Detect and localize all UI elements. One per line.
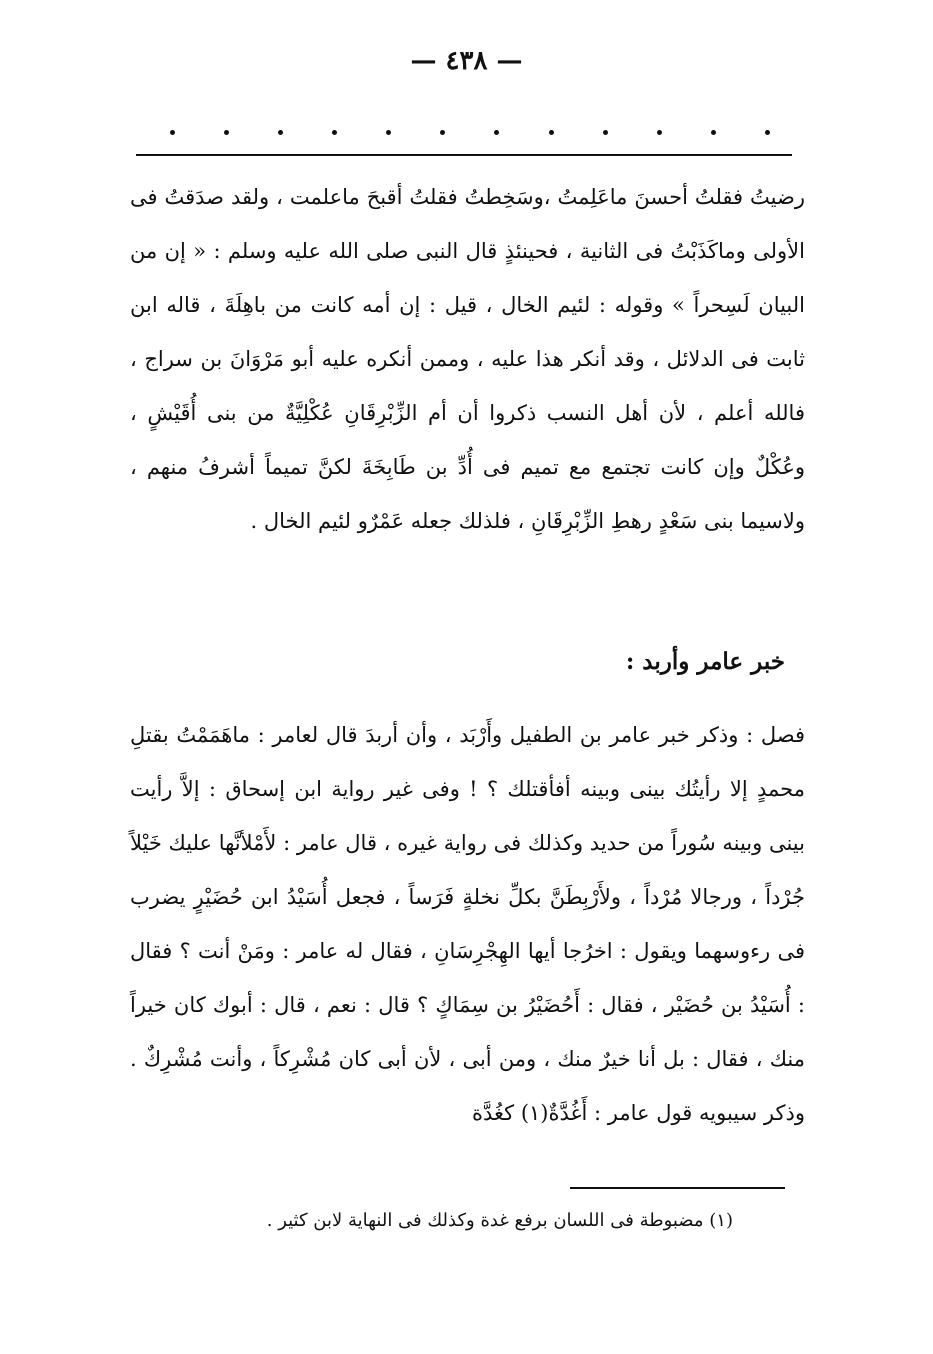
ornament-dot (440, 130, 445, 135)
section-heading: خبر عامر وأربد : (625, 648, 785, 675)
ornament-dot (657, 130, 662, 135)
ornament-dot (224, 130, 229, 135)
ornament-dot (765, 130, 770, 135)
body-paragraph-1: رضيتُ فقلتُ أحسنَ ماعَلِمتُ ،وسَخِطتُ فقلتُ أقبحَ ماعلمت ، ولقد صدَقتُ فى الأولى وماكَذَبْتُ فى الثانية ، فحينئذٍ قال النبى صلى الله عليه وسلم : « إن من البيان لَسِحراً » وقوله : لئيم الخال ، قيل : إن أمه كانت من باهِلَةَ ، قاله ابن ثابت فى الدلائل ، وقد أنكر هذا عليه ، وممن أنكره عليه أبو مَرْوَانَ بن سراج ، فالله أعلم ، لأن أهل النسب ذكروا أن أم الزِّبْرِقَانِ عُكْلِيَّةٌ من بنى أُقَيْشٍ ، وعُكْلٌ وإن كانت تجتمع مع تميم فى أُدِّ بن طَابِخَةَ لكنَّ تميماً أشرفُ منهم ، ولاسيما بنى سَعْدٍ رهطِ الزِّبْرِقَانِ ، فلذلك جعله عَمْرٌو لئيم الخال . (130, 185, 805, 533)
footnote-rule (570, 1187, 785, 1189)
ornament-dot (549, 130, 554, 135)
ornament-dot (170, 130, 175, 135)
ornament-dot (386, 130, 391, 135)
ornament-dot (494, 130, 499, 135)
ornament-dot (711, 130, 716, 135)
header-rule (136, 154, 792, 156)
ornament-dot (603, 130, 608, 135)
ornamental-dot-row (170, 122, 770, 142)
page-number: — ٤٣٨ — (410, 46, 523, 76)
footnote: (١) مضبوطة فى اللسان برفع غدة وكذلك فى النهاية لابن كثير . (266, 1210, 733, 1231)
ornament-dot (278, 130, 283, 135)
ornament-dot (332, 130, 337, 135)
body-paragraph-2: فصل : وذكر خبر عامر بن الطفيل وأَرْبَد ، وأن أربدَ قال لعامر : ماهَمَمْتُ بقتلِ محمدٍ إلا رأيتُك بينى وبينه أفأقتلك ؟ ! وفى غير رواية ابن إسحاق : إلاَّ رأيت بينى وبينه سُوراً من حديد وكذلك فى رواية غيره ، قال عامر : لأَمْلأنَّها عليك خَيْلاً جُرْداً ، ورجالا مُرْداً ، ولأَرْبِطَنَّ بكلِّ نخلةٍ فَرَساً ، فجعل أُسَيْدُ ابن حُضَيْرٍ يضرب فى رءوسهما ويقول : اخرُجا أيها الهِجْرِسَانِ ، فقال له عامر : ومَنْ أنت ؟ فقال : أُسَيْدُ بن حُضَيْر ، فقال : أَحُضَيْرُ بن سِمَاكٍ ؟ قال : نعم ، قال : أبوك كان خيراً منك ، فقال : بل أنا خيرٌ منك ، ومن أبى ، لأن أبى كان مُشْرِكاً ، وأنت مُشْرِكٌ . وذكر سيبويه قول عامر : أَغُدَّةٌ(١) كغُدَّة (130, 723, 805, 1125)
